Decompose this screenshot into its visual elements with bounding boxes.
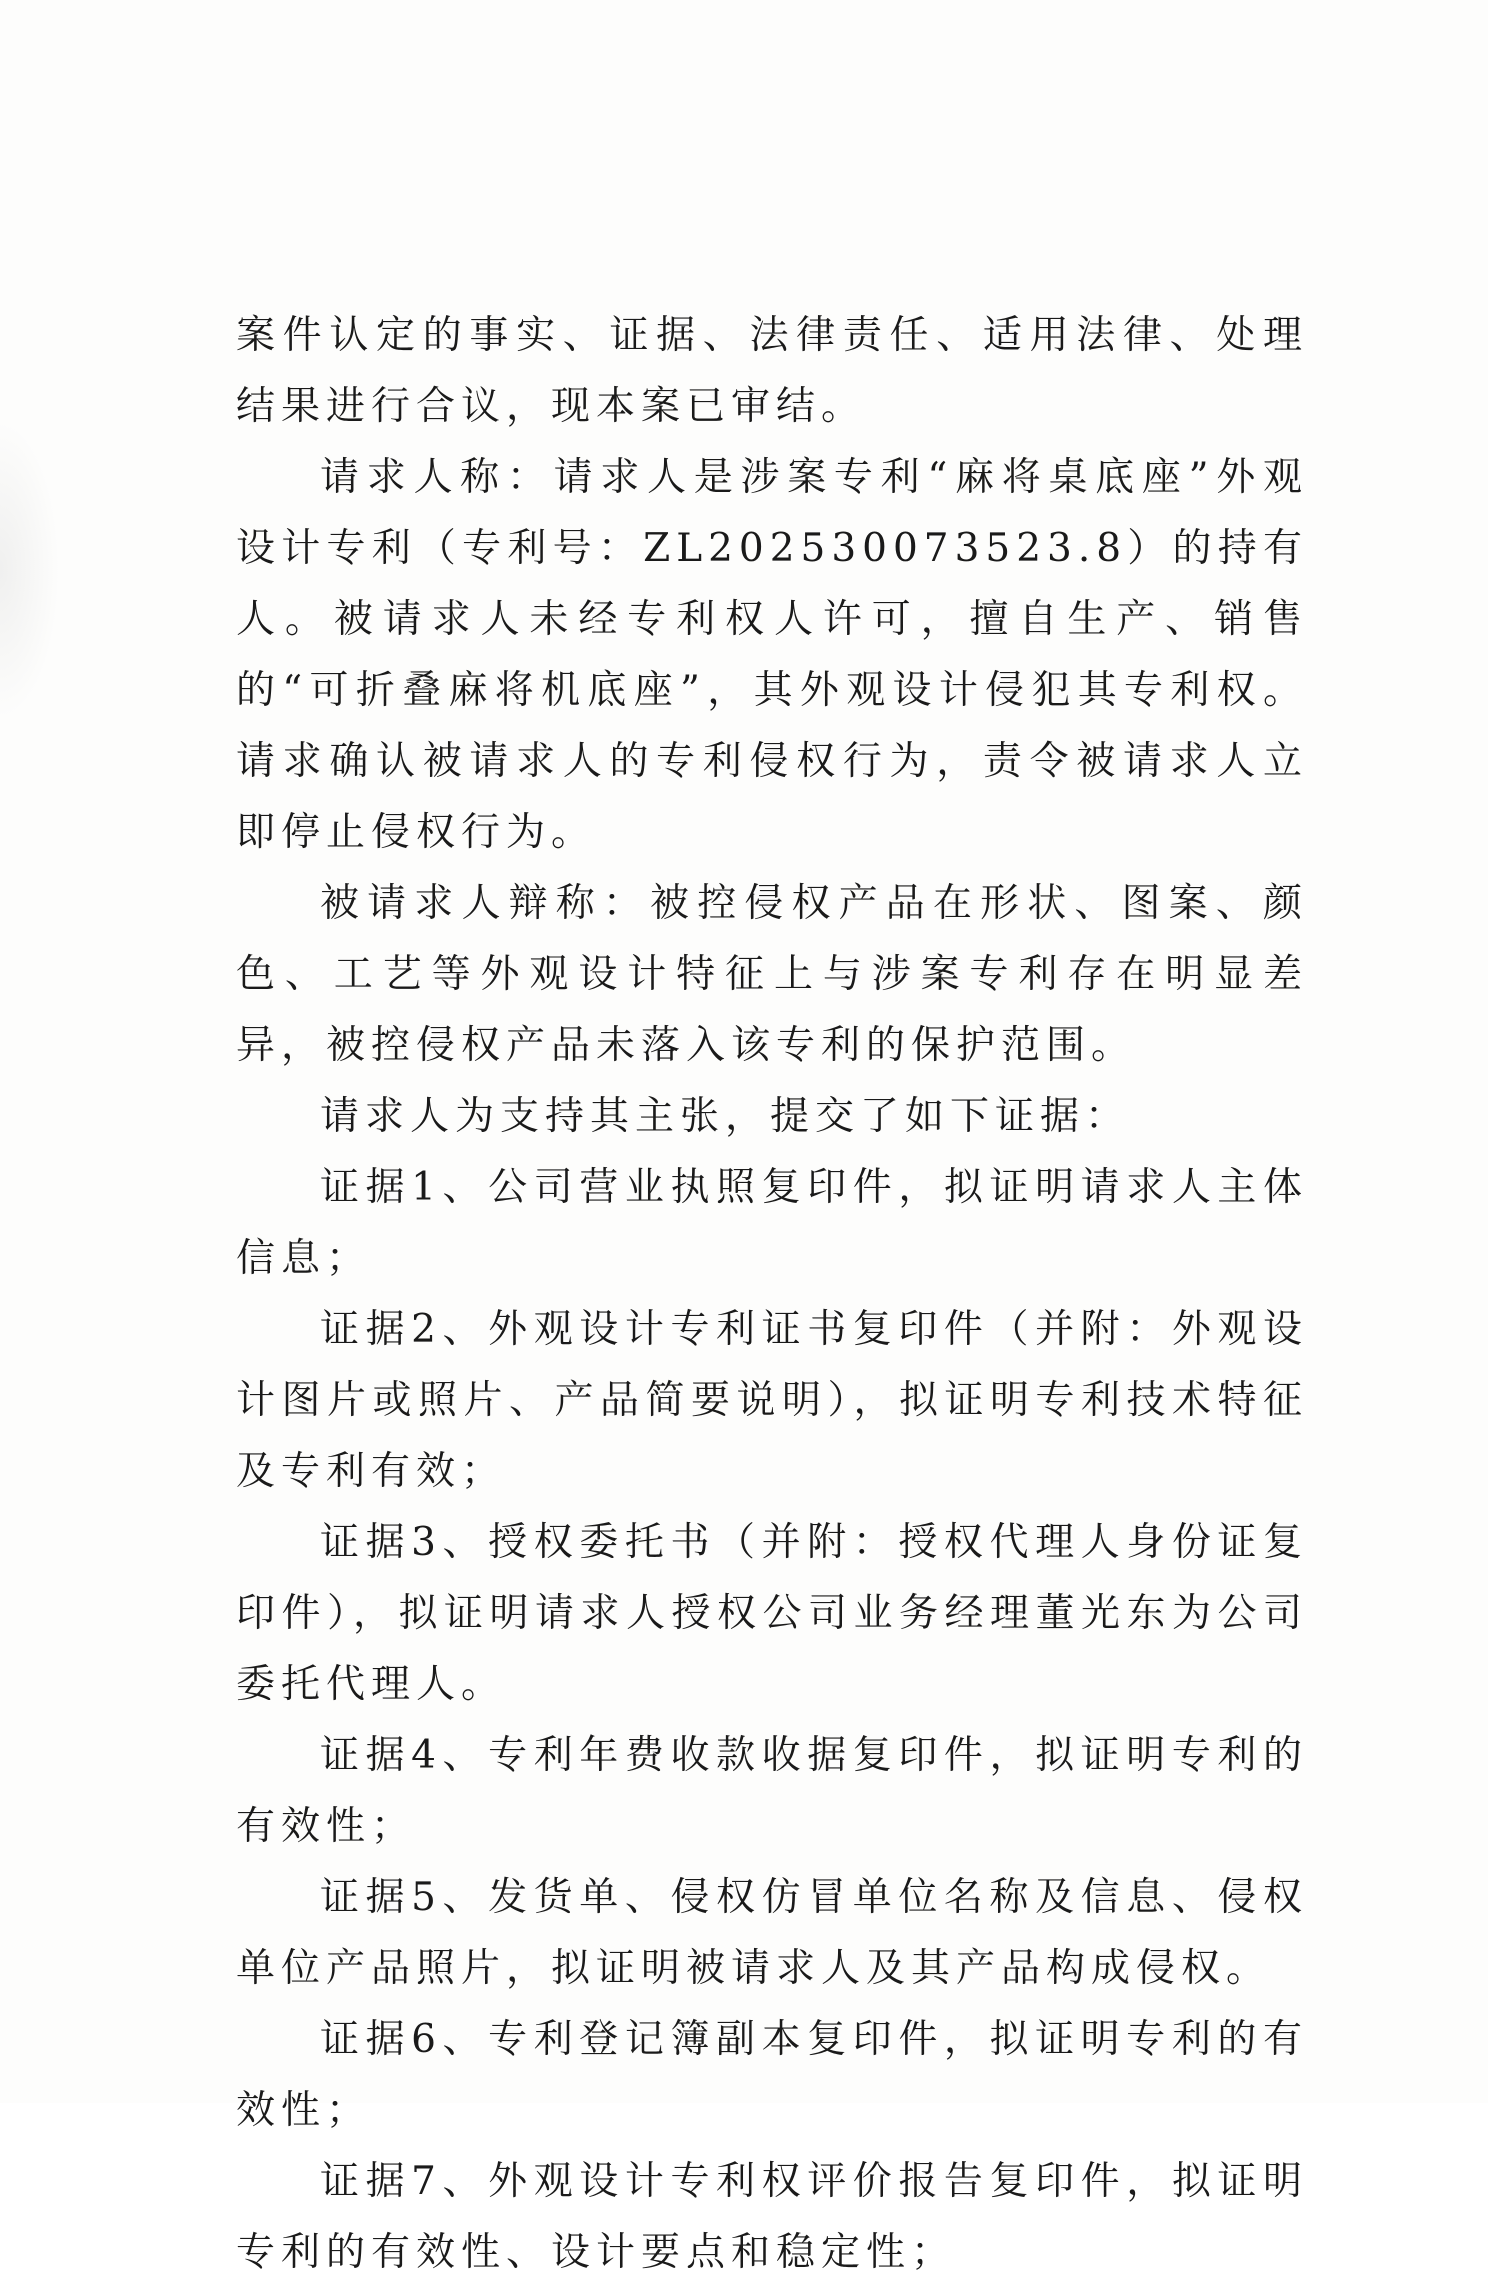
paragraph-evidence-2: 证据2、外观设计专利证书复印件（并附：外观设计图片或照片、产品简要说明），拟证明专利技术特征及专利有效； (236, 1307, 1308, 1494)
paragraph-evidence-7: 证据7、外观设计专利权评价报告复印件，拟证明专利的有效性、设计要点和稳定性； (236, 2159, 1308, 2275)
paragraph-evidence-6: 证据6、专利登记簿副本复印件，拟证明专利的有效性； (236, 2017, 1308, 2133)
paragraph-respondent-defense: 被请求人辩称：被控侵权产品在形状、图案、颜色、工艺等外观设计特征上与涉案专利存在明显差异，被控侵权产品未落入该专利的保护范围。 (236, 881, 1308, 1068)
paragraph-requester-claim: 请求人称：请求人是涉案专利“麻将桌底座”外观设计专利（专利号：ZL202530073523.8）的持有人。被请求人未经专利权人许可，擅自生产、销售的“可折叠麻将机底座”，其外观设计侵犯其专利权。请求确认被请求人的专利侵权行为，责令被请求人立即停止侵权行为。 (236, 455, 1308, 855)
paragraph-evidence-intro: 请求人为支持其主张，提交了如下证据： (320, 1094, 1131, 1139)
paragraph-evidence-5: 证据5、发货单、侵权仿冒单位名称及信息、侵权单位产品照片，拟证明被请求人及其产品构成侵权。 (236, 1875, 1308, 1991)
scan-edge-shadow (0, 420, 60, 720)
paragraph-case-conclusion: 案件认定的事实、证据、法律责任、适用法律、处理结果进行合议，现本案已审结。 (236, 313, 1308, 429)
document-body (236, 300, 1308, 2288)
paragraph-evidence-1: 证据1、公司营业执照复印件，拟证明请求人主体信息； (236, 1165, 1308, 1281)
paragraph-evidence-3: 证据3、授权委托书（并附：授权代理人身份证复印件），拟证明请求人授权公司业务经理董光东为公司委托代理人。 (236, 1520, 1308, 1707)
paragraph-evidence-4: 证据4、专利年费收款收据复印件，拟证明专利的有效性； (236, 1733, 1308, 1849)
